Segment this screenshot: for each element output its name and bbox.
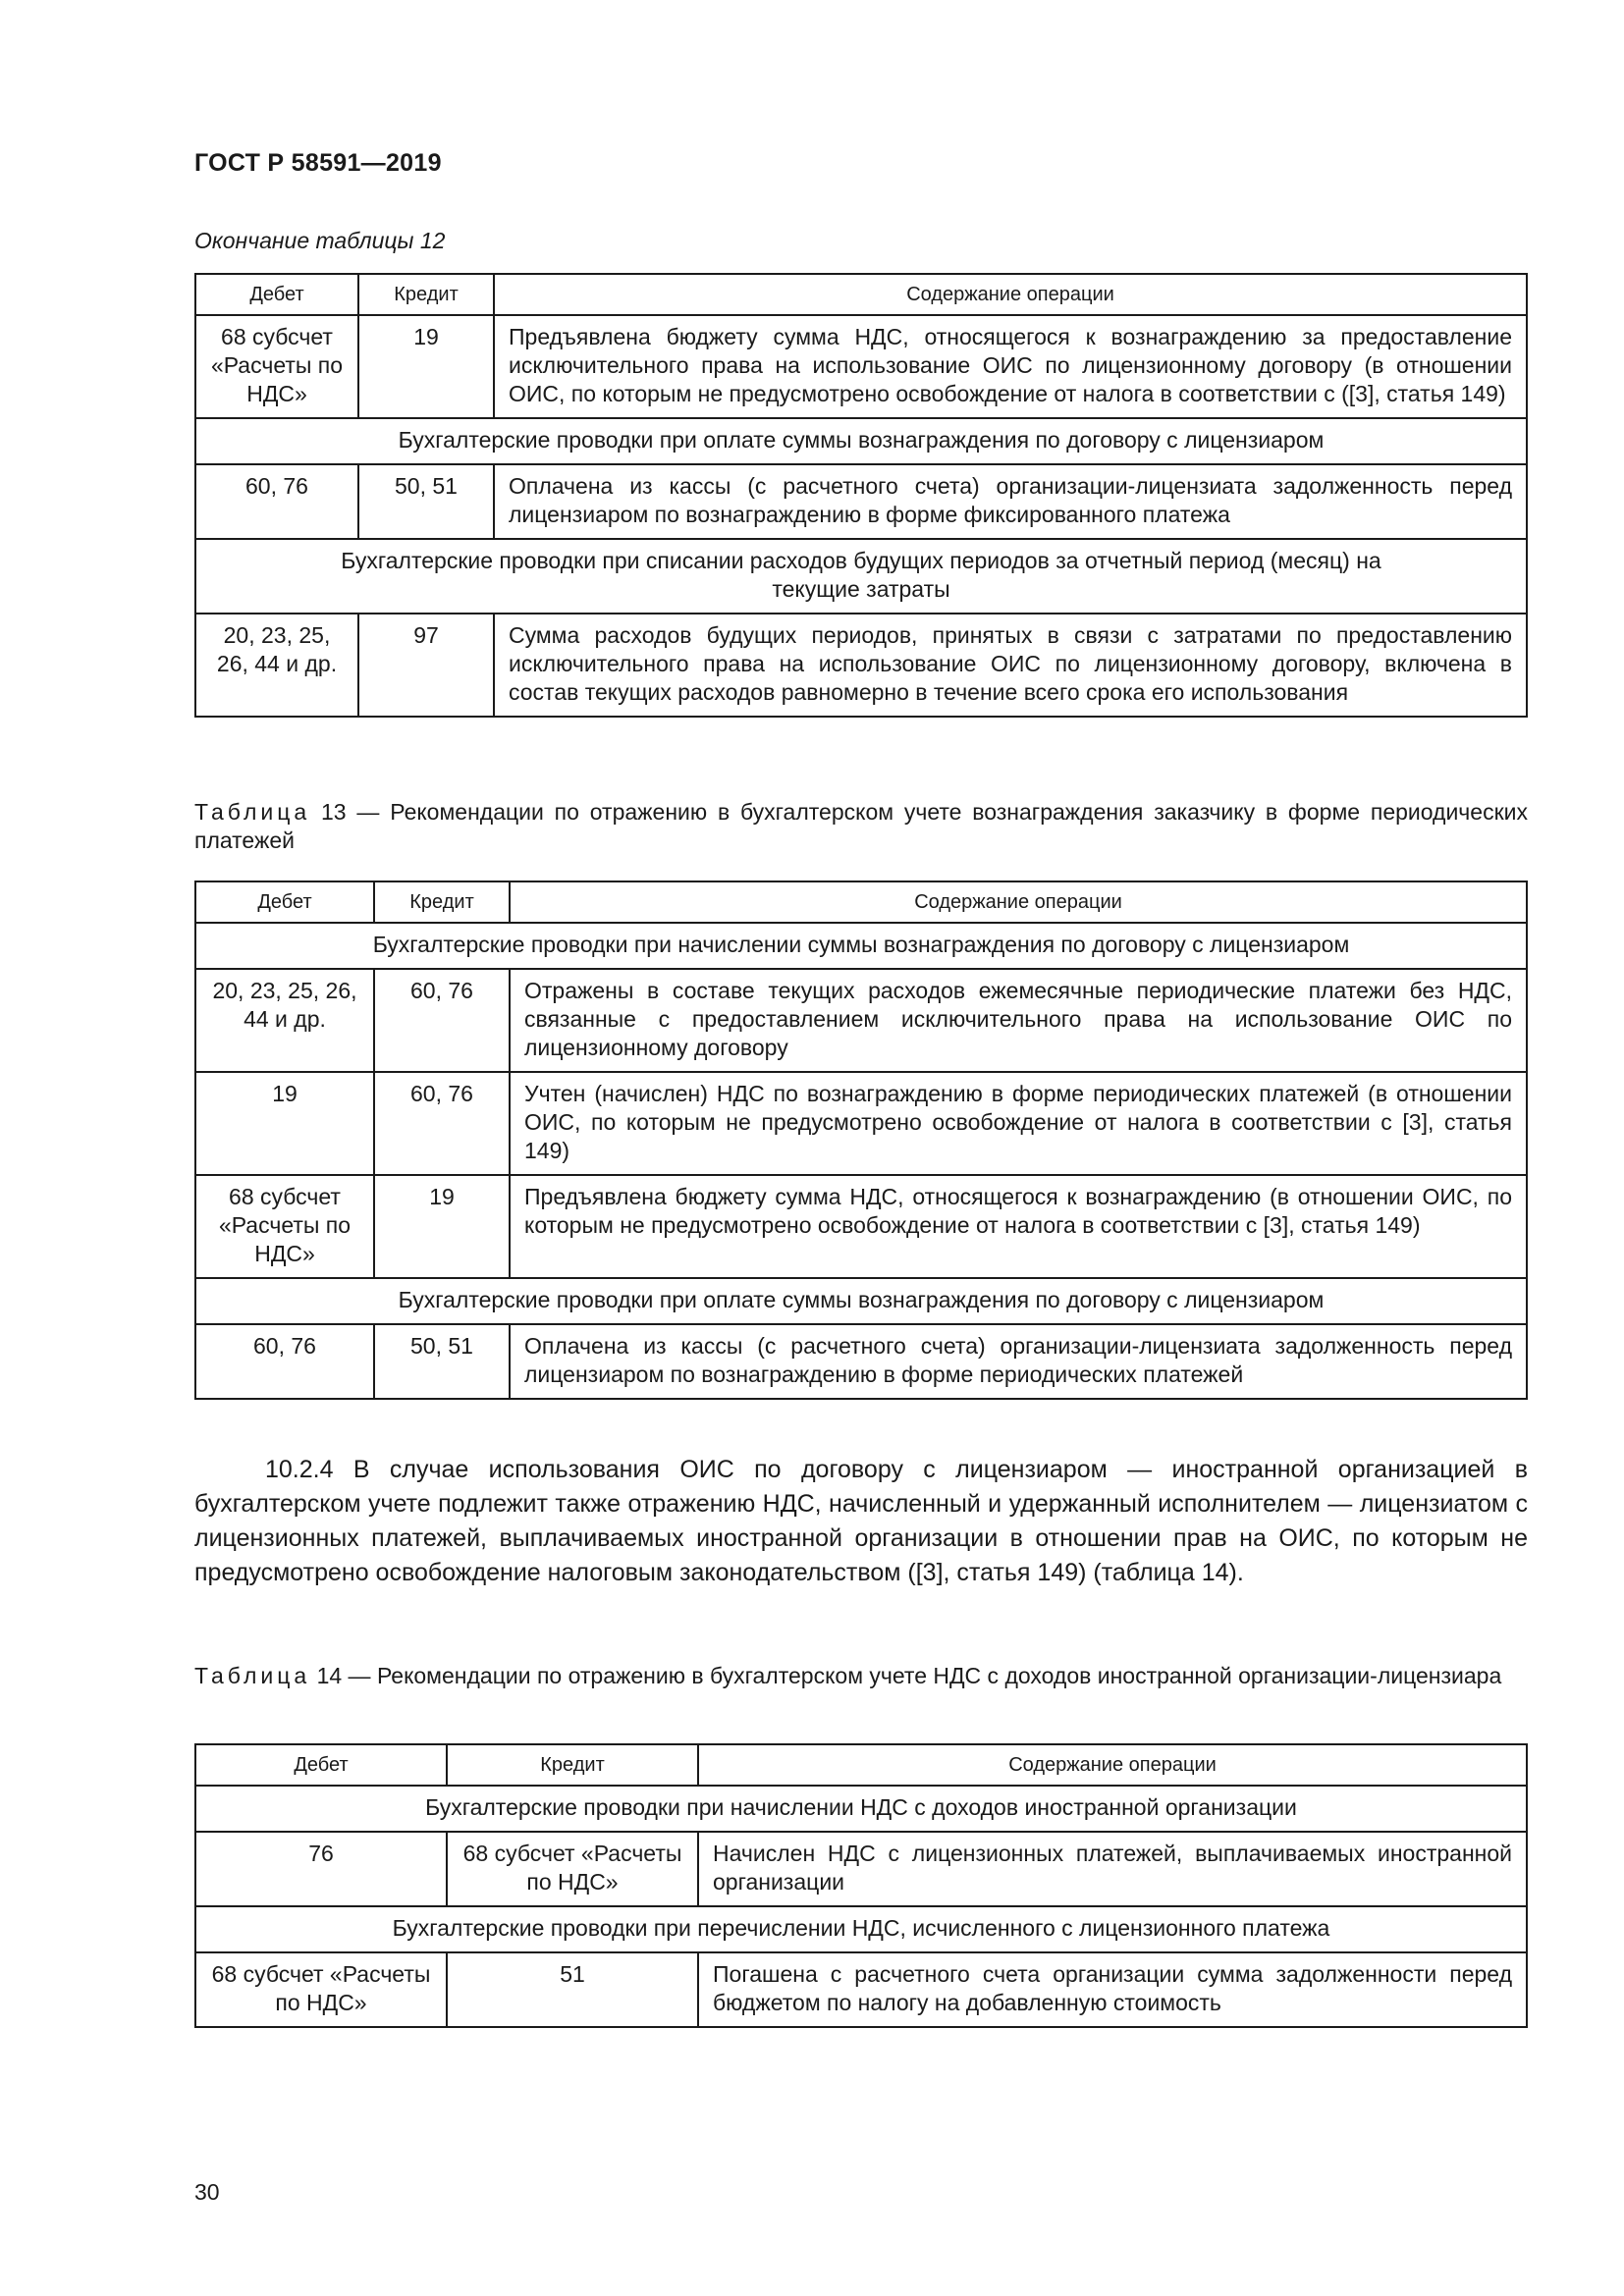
cell-content: Сумма расходов будущих периодов, принятых в связи с затратами по предоставлению исключительного права на использование ОИС по лицензионному договору, включена в состав текущих расходов равномерно в течение всего срока его использования xyxy=(494,614,1527,717)
document-header: ГОСТ Р 58591—2019 xyxy=(194,149,442,177)
table14 xyxy=(194,1743,1528,2028)
column-header-credit: Кредит xyxy=(447,1744,698,1786)
document-page xyxy=(194,0,1528,2296)
cell-credit: 97 xyxy=(358,614,494,717)
cell-credit: 68 субсчет «Расчеты по НДС» xyxy=(447,1832,698,1906)
table-row xyxy=(195,1832,1527,1906)
column-header-credit: Кредит xyxy=(374,881,510,923)
cell-content: Отражены в составе текущих расходов ежемесячные периодические платежи без НДС, связанные с предоставлением исключительного права на использование ОИС по лицензионному договору xyxy=(510,969,1527,1072)
page-number: 30 xyxy=(194,2179,220,2205)
table-header-row xyxy=(195,274,1527,315)
column-header-content: Содержание операции xyxy=(510,881,1527,923)
cell-content: Погашена с расчетного счета организации сумма задолженности перед бюджетом по налогу на добавленную стоимость xyxy=(698,1952,1527,2027)
cell-content: Учтен (начислен) НДС по вознаграждению в форме периодических платежей (в отношении ОИС, по которым не предусмотрено освобождение от налога в соответствии с [3], статья 149) xyxy=(510,1072,1527,1175)
table-row xyxy=(195,464,1527,539)
table13-caption xyxy=(194,798,1528,855)
cell-credit: 50, 51 xyxy=(358,464,494,539)
cell-content: Предъявлена бюджету сумма НДС, относящегося к вознаграждению (в отношении ОИС, по которым не предусмотрено освобождение от налога в соответствии с [3], статья 149) xyxy=(510,1175,1527,1278)
table13-caption-text: 13 — Рекомендации по отражению в бухгалтерском учете вознаграждения заказчику в форме периодических платежей xyxy=(194,799,1528,853)
table13 xyxy=(194,881,1528,1400)
table12 xyxy=(194,273,1528,718)
cell-content: Оплачена из кассы (с расчетного счета) организации-лицензиата задолженность перед лицензиаром по вознаграждению в форме фиксированного платежа xyxy=(494,464,1527,539)
column-header-debit: Дебет xyxy=(195,1744,447,1786)
table12-caption: Окончание таблицы 12 xyxy=(194,228,446,253)
section-row xyxy=(195,418,1527,464)
cell-credit: 60, 76 xyxy=(374,969,510,1072)
table-row xyxy=(195,1324,1527,1399)
cell-credit: 19 xyxy=(358,315,494,418)
section-heading: Бухгалтерские проводки при начислении суммы вознаграждения по договору с лицензиаром xyxy=(195,923,1527,969)
cell-debit: 19 xyxy=(195,1072,374,1175)
cell-debit: 76 xyxy=(195,1832,447,1906)
section-row xyxy=(195,1786,1527,1832)
paragraph-10-2-4: 10.2.4 В случае использования ОИС по договору с лицензиаром — иностранной организацией в бухгалтерском учете подлежит также отражению НДС, начисленный и удержанный исполнителем — лицензиатом с лицензионных платежей, выплачиваемых иностранной организации в отношении прав на ОИС, по которым не предусмотрено освобождение налоговым законодательством ([3], статья 149) (таблица 14). xyxy=(194,1456,1528,1586)
cell-debit: 68 субсчет «Расчеты по НДС» xyxy=(195,1952,447,2027)
table-row xyxy=(195,614,1527,717)
section-row xyxy=(195,1278,1527,1324)
cell-credit: 51 xyxy=(447,1952,698,2027)
table13-caption-label: Таблица xyxy=(194,799,311,825)
cell-credit: 50, 51 xyxy=(374,1324,510,1399)
cell-debit: 68 субсчет «Расчеты по НДС» xyxy=(195,315,358,418)
table14-caption-label: Таблица xyxy=(194,1663,311,1688)
cell-debit: 20, 23, 25, 26, 44 и др. xyxy=(195,614,358,717)
table14-caption-text: 14 — Рекомендации по отражению в бухгалтерском учете НДС с доходов иностранной организации-лицензиара xyxy=(316,1663,1502,1688)
column-header-credit: Кредит xyxy=(358,274,494,315)
cell-content: Начислен НДС с лицензионных платежей, выплачиваемых иностранной организации xyxy=(698,1832,1527,1906)
table-row xyxy=(195,969,1527,1072)
cell-debit: 68 субсчет «Расчеты по НДС» xyxy=(195,1175,374,1278)
section-row xyxy=(195,539,1527,614)
cell-debit: 20, 23, 25, 26, 44 и др. xyxy=(195,969,374,1072)
cell-debit: 60, 76 xyxy=(195,1324,374,1399)
section-heading: Бухгалтерские проводки при начислении НДС с доходов иностранной организации xyxy=(195,1786,1527,1832)
table-row xyxy=(195,315,1527,418)
cell-credit: 19 xyxy=(374,1175,510,1278)
table14-caption xyxy=(194,1662,1528,1690)
column-header-debit: Дебет xyxy=(195,274,358,315)
table-row xyxy=(195,1175,1527,1278)
cell-content: Оплачена из кассы (с расчетного счета) организации-лицензиата задолженность перед лицензиаром по вознаграждению в форме периодических платежей xyxy=(510,1324,1527,1399)
cell-content: Предъявлена бюджету сумма НДС, относящегося к вознаграждению за предоставление исключительного права на использование ОИС по лицензионному договору (в отношении ОИС, по которым не предусмотрено освобождение от налога в соответствии с ([3], статья 149) xyxy=(494,315,1527,418)
cell-credit: 60, 76 xyxy=(374,1072,510,1175)
section-row xyxy=(195,923,1527,969)
section-heading: Бухгалтерские проводки при списании расходов будущих периодов за отчетный период (месяц) на текущие затраты xyxy=(195,539,1527,614)
column-header-content: Содержание операции xyxy=(698,1744,1527,1786)
table-header-row xyxy=(195,1744,1527,1786)
table-row xyxy=(195,1952,1527,2027)
section-heading: Бухгалтерские проводки при оплате суммы вознаграждения по договору с лицензиаром xyxy=(195,418,1527,464)
cell-debit: 60, 76 xyxy=(195,464,358,539)
section-row xyxy=(195,1906,1527,1952)
column-header-debit: Дебет xyxy=(195,881,374,923)
table-row xyxy=(195,1072,1527,1175)
column-header-content: Содержание операции xyxy=(494,274,1527,315)
table-header-row xyxy=(195,881,1527,923)
section-heading: Бухгалтерские проводки при перечислении НДС, исчисленного с лицензионного платежа xyxy=(195,1906,1527,1952)
section-heading: Бухгалтерские проводки при оплате суммы вознаграждения по договору с лицензиаром xyxy=(195,1278,1527,1324)
